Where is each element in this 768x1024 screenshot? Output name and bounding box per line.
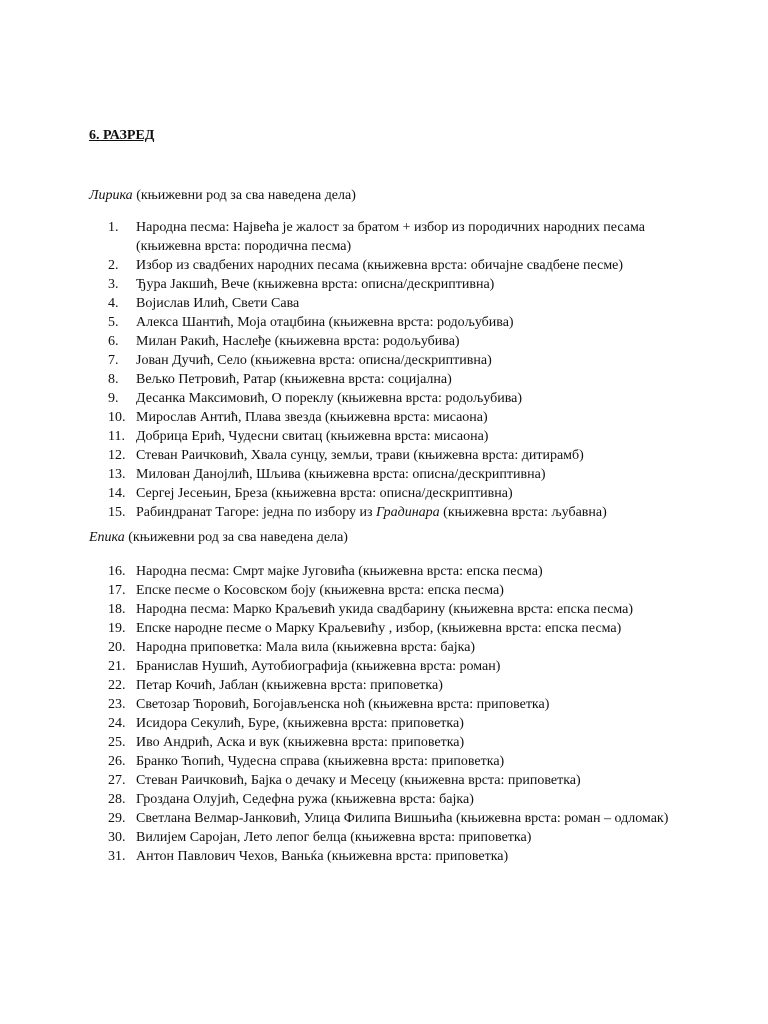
item-number: 17. — [108, 583, 126, 598]
item-title-italic: Градинара — [376, 505, 440, 520]
item-text: Добрица Ерић, Чудесни свитац (књижевна врста: мисаона) — [136, 429, 489, 444]
item-text: Избор из свадбених народних песама (књижевна врста: обичајне свадбене песме) — [136, 258, 624, 273]
genre-label: Епика — [89, 530, 125, 545]
item-text: Светозар Ћоровић, Богојављенска ноћ (књижевна врста: приповетка) — [136, 697, 550, 712]
item-number: 1. — [108, 220, 119, 235]
item-text: Милован Данојлић, Шљива (књижевна врста: описна/дескриптивна) — [136, 467, 546, 482]
item-number: 9. — [108, 391, 119, 406]
epic-list — [0, 562, 768, 866]
list-item — [0, 465, 768, 484]
item-text: Епске народне песме о Марку Краљевићу , избор, (књижевна врста: епска песма) — [136, 621, 622, 636]
item-text: Стеван Раичковић, Хвала сунцу, земљи, трави (књижевна врста: дитирамб) — [136, 448, 584, 463]
list-item — [0, 275, 768, 294]
item-number: 16. — [108, 564, 126, 579]
item-number: 6. — [108, 334, 119, 349]
item-text: Народна приповетка: Мала вила (књижевна врста: бајка) — [136, 640, 476, 655]
item-text: Јован Дучић, Село (књижевна врста: описна/дескриптивна) — [136, 353, 492, 368]
list-item — [0, 446, 768, 465]
item-number: 7. — [108, 353, 119, 368]
list-item — [0, 313, 768, 332]
item-number: 29. — [108, 811, 126, 826]
list-item — [0, 294, 768, 313]
item-number: 24. — [108, 716, 126, 731]
item-number: 10. — [108, 410, 126, 425]
item-text: Исидора Секулић, Буре, (књижевна врста: приповетка) — [136, 716, 464, 731]
section-heading-lyric — [89, 188, 356, 204]
item-text: Народна песма: Марко Краљевић укида свадбарину (књижевна врста: епска песма) — [136, 602, 634, 617]
item-number: 26. — [108, 754, 126, 769]
list-item — [0, 714, 768, 733]
list-item — [0, 256, 768, 275]
item-number: 8. — [108, 372, 119, 387]
item-text: Десанка Максимовић, О пореклу (књижевна врста: родољубива) — [136, 391, 523, 406]
item-text: Алекса Шантић, Моја отаџбина (књижевна врста: родољубива) — [136, 315, 514, 330]
item-number: 3. — [108, 277, 119, 292]
item-text: Вељко Петровић, Ратар (књижевна врста: социјална) — [136, 372, 452, 387]
list-item — [0, 218, 768, 256]
lyric-list — [0, 218, 768, 522]
item-number: 25. — [108, 735, 126, 750]
list-item — [0, 484, 768, 503]
list-item — [0, 676, 768, 695]
list-item — [0, 828, 768, 847]
list-item — [0, 562, 768, 581]
item-number: 4. — [108, 296, 119, 311]
item-text: Војислав Илић, Свети Сава — [136, 296, 300, 311]
item-number: 22. — [108, 678, 126, 693]
item-text: Епске песме о Косовском боју (књижевна врста: епска песма) — [136, 583, 504, 598]
item-text: Вилијем Саројан, Лето лепог белца (књижевна врста: приповетка) — [136, 830, 532, 845]
list-item — [0, 600, 768, 619]
item-number: 13. — [108, 467, 126, 482]
page-title: 6. РАЗРЕД — [89, 128, 155, 143]
genre-note: (књижевни род за сва наведена дела) — [124, 530, 348, 545]
list-item — [0, 619, 768, 638]
list-item — [0, 638, 768, 657]
item-text: Иво Андрић, Аска и вук (књижевна врста: приповетка) — [136, 735, 465, 750]
list-item — [0, 503, 768, 522]
list-item — [0, 752, 768, 771]
item-text: Милан Ракић, Наслеђе (књижевна врста: родољубива) — [136, 334, 460, 349]
item-text: Бранислав Нушић, Аутобиографија (књижевна врста: роман) — [136, 659, 501, 674]
list-item — [0, 847, 768, 866]
item-number: 5. — [108, 315, 119, 330]
genre-note: (књижевни род за сва наведена дела) — [132, 188, 356, 203]
item-text: Сергеј Јесењин, Бреза (књижевна врста: описна/дескриптивна) — [136, 486, 513, 501]
list-item — [0, 809, 768, 828]
item-text: Ђура Јакшић, Вече (књижевна врста: описна/дескриптивна) — [136, 277, 495, 292]
list-item — [0, 733, 768, 752]
item-text: Стеван Раичковић, Бајка о дечаку и Месецу (књижевна врста: приповетка) — [136, 773, 581, 788]
item-text: Петар Кочић, Јаблан (књижевна врста: приповетка) — [136, 678, 443, 693]
item-text-part: (књижевна врста: љубавна) — [439, 505, 607, 520]
list-item — [0, 695, 768, 714]
list-item — [0, 581, 768, 600]
list-item — [0, 657, 768, 676]
item-number: 14. — [108, 486, 126, 501]
genre-label: Лирика — [89, 188, 133, 203]
list-item — [0, 389, 768, 408]
item-number: 30. — [108, 830, 126, 845]
item-text: Светлана Велмар-Јанковић, Улица Филипа Вишњића (књижевна врста: роман – одломак) — [136, 811, 669, 826]
item-number: 11. — [108, 429, 125, 444]
item-number: 27. — [108, 773, 126, 788]
list-item — [0, 427, 768, 446]
item-text: Народна песма: Највећа је жалост за братом + избор из породичних народних песама (књижевна врста: породична песма) — [136, 220, 645, 254]
list-item — [0, 790, 768, 809]
item-number: 18. — [108, 602, 126, 617]
item-number: 23. — [108, 697, 126, 712]
item-number: 21. — [108, 659, 126, 674]
item-number: 12. — [108, 448, 126, 463]
item-number: 28. — [108, 792, 126, 807]
section-heading-epic — [89, 530, 348, 546]
list-item — [0, 771, 768, 790]
item-text: Гроздана Олујић, Седефна ружа (књижевна врста: бајка) — [136, 792, 474, 807]
list-item — [0, 370, 768, 389]
item-text — [136, 503, 696, 522]
item-number: 2. — [108, 258, 119, 273]
list-item — [0, 332, 768, 351]
item-number: 20. — [108, 640, 126, 655]
item-text: Мирослав Антић, Плава звезда (књижевна врста: мисаона) — [136, 410, 488, 425]
item-number: 15. — [108, 505, 126, 520]
item-text-part: Рабиндранат Тагоре: једна по избору из — [136, 505, 377, 520]
item-text: Антон Павлович Чехов, Ваньќа (књижевна врста: приповетка) — [136, 849, 509, 864]
item-text: Народна песма: Смрт мајке Југовића (књижевна врста: епска песма) — [136, 564, 543, 579]
item-number: 31. — [108, 849, 126, 864]
item-text: Бранко Ћопић, Чудесна справа (књижевна врста: приповетка) — [136, 754, 505, 769]
list-item — [0, 408, 768, 427]
item-number: 19. — [108, 621, 126, 636]
list-item — [0, 351, 768, 370]
